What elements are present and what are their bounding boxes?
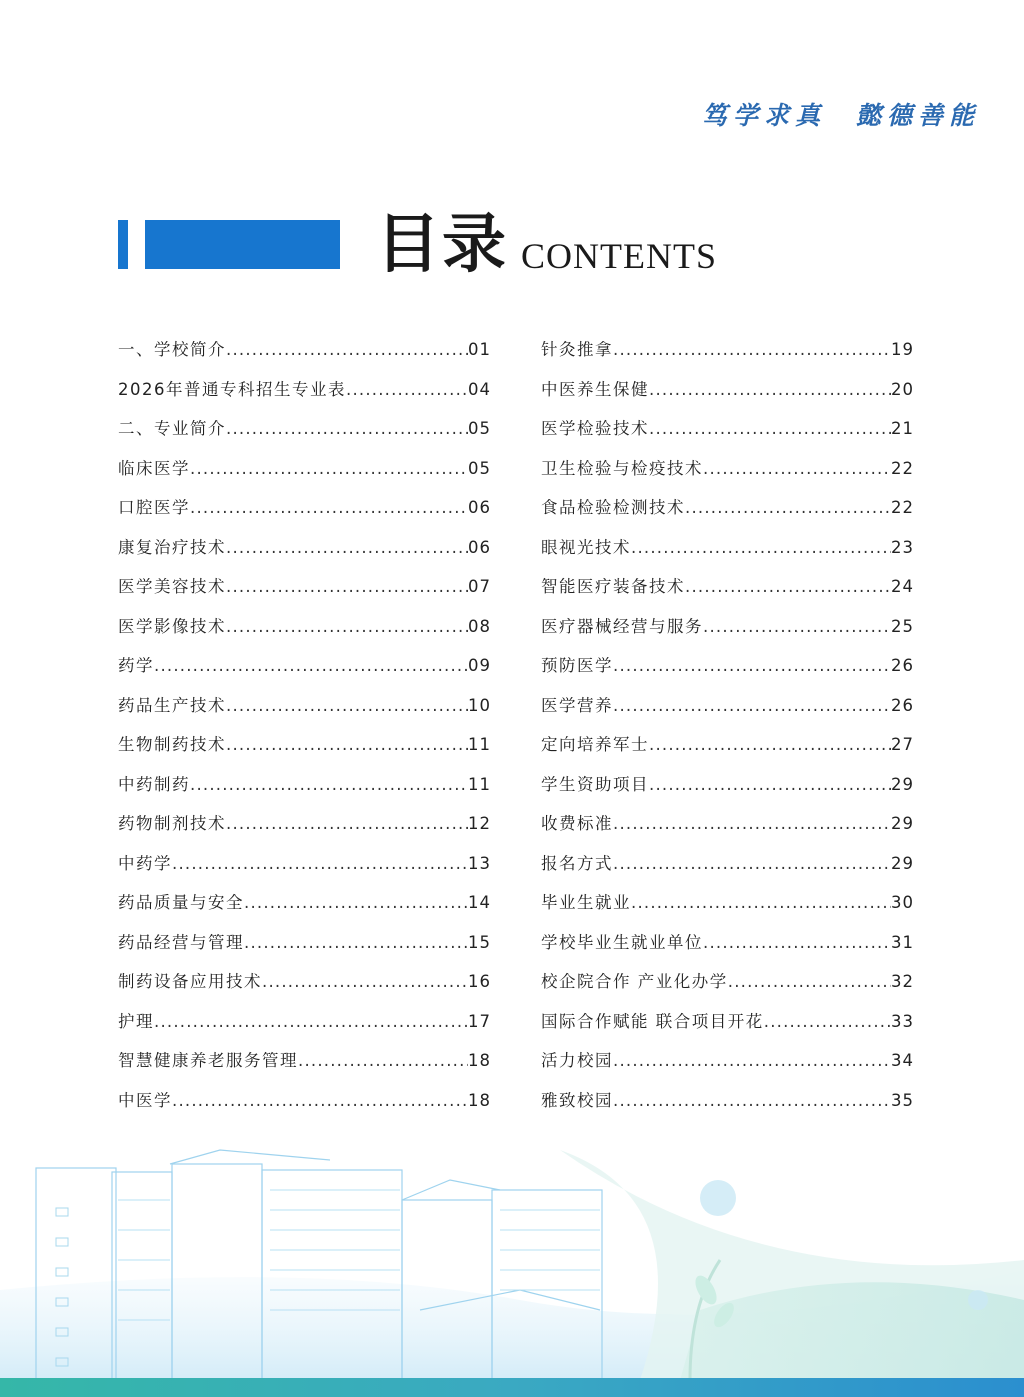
toc-entry[interactable]	[118, 336, 491, 376]
toc-entry-label: 预防医学	[541, 656, 613, 675]
toc-entry-page: 29	[891, 853, 914, 873]
toc-entry[interactable]	[541, 494, 914, 534]
toc-entry-label: 食品检验检测技术	[541, 498, 685, 517]
toc-entry[interactable]	[118, 929, 491, 969]
toc-entry-label: 制药设备应用技术	[118, 972, 262, 991]
toc-leader-dots	[631, 534, 891, 562]
toc-entry-page: 01	[468, 340, 491, 359]
toc-leader-dots	[613, 692, 891, 720]
toc-entry-page: 21	[891, 419, 914, 438]
motto-left: 笃学求真	[701, 101, 826, 130]
toc-entry[interactable]	[118, 534, 491, 574]
toc-leader-dots	[190, 455, 468, 483]
toc-entry[interactable]	[118, 731, 491, 771]
toc-entry-label: 智慧健康养老服务管理	[118, 1051, 298, 1070]
toc-leader-dots	[226, 810, 468, 838]
toc-leader-dots	[764, 1008, 891, 1036]
toc-entry[interactable]	[541, 771, 914, 811]
toc-entry-page: 18	[468, 1090, 491, 1110]
toc-entry-label: 护理	[118, 1011, 154, 1031]
toc-leader-dots	[613, 652, 891, 680]
toc-entry-page: 06	[468, 537, 491, 557]
toc-entry-label: 针灸推拿	[541, 340, 613, 359]
toc-entry[interactable]	[118, 692, 491, 732]
toc-entry[interactable]	[118, 771, 491, 811]
toc-entry-label: 中医学	[118, 1090, 172, 1110]
toc-entry[interactable]	[118, 889, 491, 929]
toc-entry-label: 中药学	[118, 853, 172, 873]
toc-leader-dots	[226, 534, 468, 562]
toc-entry[interactable]	[541, 810, 914, 850]
toc-entry-label: 生物制药技术	[118, 735, 226, 754]
toc-entry-label: 校企院合作 产业化办学	[541, 972, 728, 991]
toc-entry[interactable]	[118, 1047, 491, 1087]
toc-entry-page: 29	[891, 814, 914, 833]
toc-entry-page: 32	[891, 972, 914, 991]
toc-entry[interactable]	[541, 731, 914, 771]
toc-entry[interactable]	[541, 376, 914, 416]
toc-leader-dots	[172, 1087, 468, 1115]
toc-leader-dots	[244, 889, 468, 917]
toc-entry-label: 医疗器械经营与服务	[541, 616, 703, 636]
toc-leader-dots	[649, 771, 891, 799]
toc-entry-page: 27	[891, 735, 914, 754]
toc-leader-dots	[226, 336, 468, 364]
toc-entry-page: 30	[891, 893, 914, 912]
toc-entry-page: 06	[468, 498, 491, 517]
toc-entry-page: 07	[468, 577, 491, 596]
toc-entry-page: 34	[891, 1051, 914, 1070]
toc-entry-page: 18	[468, 1051, 491, 1070]
toc-entry[interactable]	[541, 336, 914, 376]
toc-entry-label: 卫生检验与检疫技术	[541, 458, 703, 478]
toc-leader-dots	[190, 771, 468, 799]
page-title-cn: 目录	[376, 207, 508, 282]
toc-leader-dots	[226, 731, 468, 759]
toc-column-right	[541, 336, 914, 1126]
toc-entry-page: 31	[891, 932, 914, 952]
toc-entry[interactable]	[118, 850, 491, 890]
toc-leader-dots	[703, 613, 891, 641]
toc-entry-label: 医学营养	[541, 695, 613, 715]
toc-leader-dots	[226, 573, 468, 601]
toc-entry-label: 国际合作赋能 联合项目开花	[541, 1011, 764, 1031]
toc-entry-label: 临床医学	[118, 458, 190, 478]
toc-entry-label: 眼视光技术	[541, 537, 631, 557]
toc-entry[interactable]	[118, 613, 491, 653]
toc-entry-page: 11	[468, 735, 491, 754]
toc-entry-label: 定向培养军士	[541, 735, 649, 754]
toc-entry-label: 一、学校简介	[118, 340, 226, 359]
toc-leader-dots	[631, 889, 891, 917]
toc-entry[interactable]	[118, 415, 491, 455]
toc-leader-dots	[685, 573, 891, 601]
toc-leader-dots	[226, 415, 468, 443]
toc-entry[interactable]	[541, 692, 914, 732]
toc-entry[interactable]	[541, 850, 914, 890]
toc-entry-page: 11	[468, 774, 491, 794]
toc-entry-page: 20	[891, 379, 914, 399]
toc-entry-page: 05	[468, 458, 491, 478]
toc-entry[interactable]	[541, 455, 914, 495]
toc-entry-label: 医学检验技术	[541, 419, 649, 438]
toc-entry-label: 药品生产技术	[118, 695, 226, 715]
toc-entry-page: 24	[891, 577, 914, 596]
toc-entry-label: 药学	[118, 656, 154, 675]
toc-leader-dots	[154, 652, 468, 680]
toc-entry[interactable]	[541, 1087, 914, 1127]
toc-entry[interactable]	[118, 968, 491, 1008]
toc-entry-label: 中医养生保健	[541, 379, 649, 399]
toc-entry-page: 14	[468, 893, 491, 912]
toc-entry-label: 药品经营与管理	[118, 932, 244, 952]
motto-right: 懿德善能	[855, 101, 980, 130]
toc-entry[interactable]	[118, 652, 491, 692]
toc-entry[interactable]	[541, 889, 914, 929]
toc-leader-dots	[154, 1008, 468, 1036]
page-title-en: CONTENTS	[521, 236, 717, 276]
accent-bar-large	[145, 220, 340, 269]
toc-entry-page: 23	[891, 537, 914, 557]
toc-leader-dots	[262, 968, 468, 996]
toc-entry[interactable]	[118, 455, 491, 495]
toc-entry-page: 22	[891, 498, 914, 517]
toc-leader-dots	[613, 336, 891, 364]
toc-entry-label: 活力校园	[541, 1051, 613, 1070]
toc-entry-page: 35	[891, 1090, 914, 1110]
toc-column-left	[118, 336, 491, 1126]
toc-leader-dots	[613, 810, 891, 838]
toc-entry-page: 22	[891, 458, 914, 478]
toc-entry-label: 医学影像技术	[118, 616, 226, 636]
toc-entry-page: 33	[891, 1011, 914, 1031]
toc-entry-page: 17	[468, 1011, 491, 1031]
bottom-color-strip	[0, 1378, 1024, 1397]
toc-leader-dots	[190, 494, 468, 522]
toc-entry-label: 毕业生就业	[541, 893, 631, 912]
toc-entry[interactable]	[541, 929, 914, 969]
toc-entry-page: 29	[891, 774, 914, 794]
toc-entry-page: 09	[468, 656, 491, 675]
toc-entry-label: 康复治疗技术	[118, 537, 226, 557]
campus-building-illustration	[0, 1140, 1024, 1380]
accent-bar-small	[118, 220, 128, 269]
toc-leader-dots	[649, 376, 891, 404]
toc-entry[interactable]	[541, 968, 914, 1008]
toc-leader-dots	[244, 929, 468, 957]
toc-leader-dots	[703, 455, 891, 483]
toc-entry-page: 26	[891, 656, 914, 675]
toc-leader-dots	[613, 1047, 891, 1075]
toc-leader-dots	[613, 1087, 891, 1115]
toc-entry-label: 学生资助项目	[541, 774, 649, 794]
toc-entry-label: 学校毕业生就业单位	[541, 932, 703, 952]
toc-entry[interactable]	[118, 376, 491, 416]
toc-entry-page: 26	[891, 695, 914, 715]
toc-entry-label: 智能医疗装备技术	[541, 577, 685, 596]
toc-entry[interactable]	[118, 573, 491, 613]
toc-leader-dots	[172, 850, 468, 878]
toc-leader-dots	[613, 850, 891, 878]
toc-entry[interactable]	[118, 1008, 491, 1048]
toc-entry[interactable]	[118, 1087, 491, 1127]
toc-entry[interactable]	[541, 1047, 914, 1087]
toc-leader-dots	[649, 415, 891, 443]
toc-entry-label: 中药制药	[118, 774, 190, 794]
toc-leader-dots	[685, 494, 891, 522]
toc-entry-page: 19	[891, 340, 914, 359]
toc-entry-label: 医学美容技术	[118, 577, 226, 596]
toc-entry-label: 二、专业简介	[118, 419, 226, 438]
toc-entry-page: 08	[468, 616, 491, 636]
toc-entry[interactable]	[541, 1008, 914, 1048]
toc-leader-dots	[298, 1047, 468, 1075]
toc-entry[interactable]	[541, 613, 914, 653]
toc-entry[interactable]	[541, 415, 914, 455]
toc-entry[interactable]	[118, 810, 491, 850]
toc-entry[interactable]	[541, 534, 914, 574]
toc-leader-dots	[649, 731, 891, 759]
toc-entry-page: 04	[468, 379, 491, 399]
toc-entry-label: 口腔医学	[118, 498, 190, 517]
toc-entry-page: 15	[468, 932, 491, 952]
motto	[702, 96, 980, 132]
toc-entry-page: 12	[468, 814, 491, 833]
toc-entry[interactable]	[541, 573, 914, 613]
toc-entry-label: 收费标准	[541, 814, 613, 833]
toc-leader-dots	[226, 613, 468, 641]
toc-entry-page: 16	[468, 972, 491, 991]
toc-leader-dots	[346, 376, 468, 404]
toc-entry-label: 药品质量与安全	[118, 893, 244, 912]
toc-leader-dots	[728, 968, 891, 996]
toc-entry-page: 10	[468, 695, 491, 715]
toc-entry-label: 2026年普通专科招生专业表	[118, 379, 346, 399]
toc-entry[interactable]	[118, 494, 491, 534]
toc-entry[interactable]	[541, 652, 914, 692]
toc-leader-dots	[703, 929, 891, 957]
toc-entry-label: 药物制剂技术	[118, 814, 226, 833]
toc-leader-dots	[226, 692, 468, 720]
toc-entry-page: 13	[468, 853, 491, 873]
toc-entry-label: 报名方式	[541, 853, 613, 873]
toc-entry-label: 雅致校园	[541, 1090, 613, 1110]
toc-entry-page: 05	[468, 419, 491, 438]
toc-entry-page: 25	[891, 616, 914, 636]
